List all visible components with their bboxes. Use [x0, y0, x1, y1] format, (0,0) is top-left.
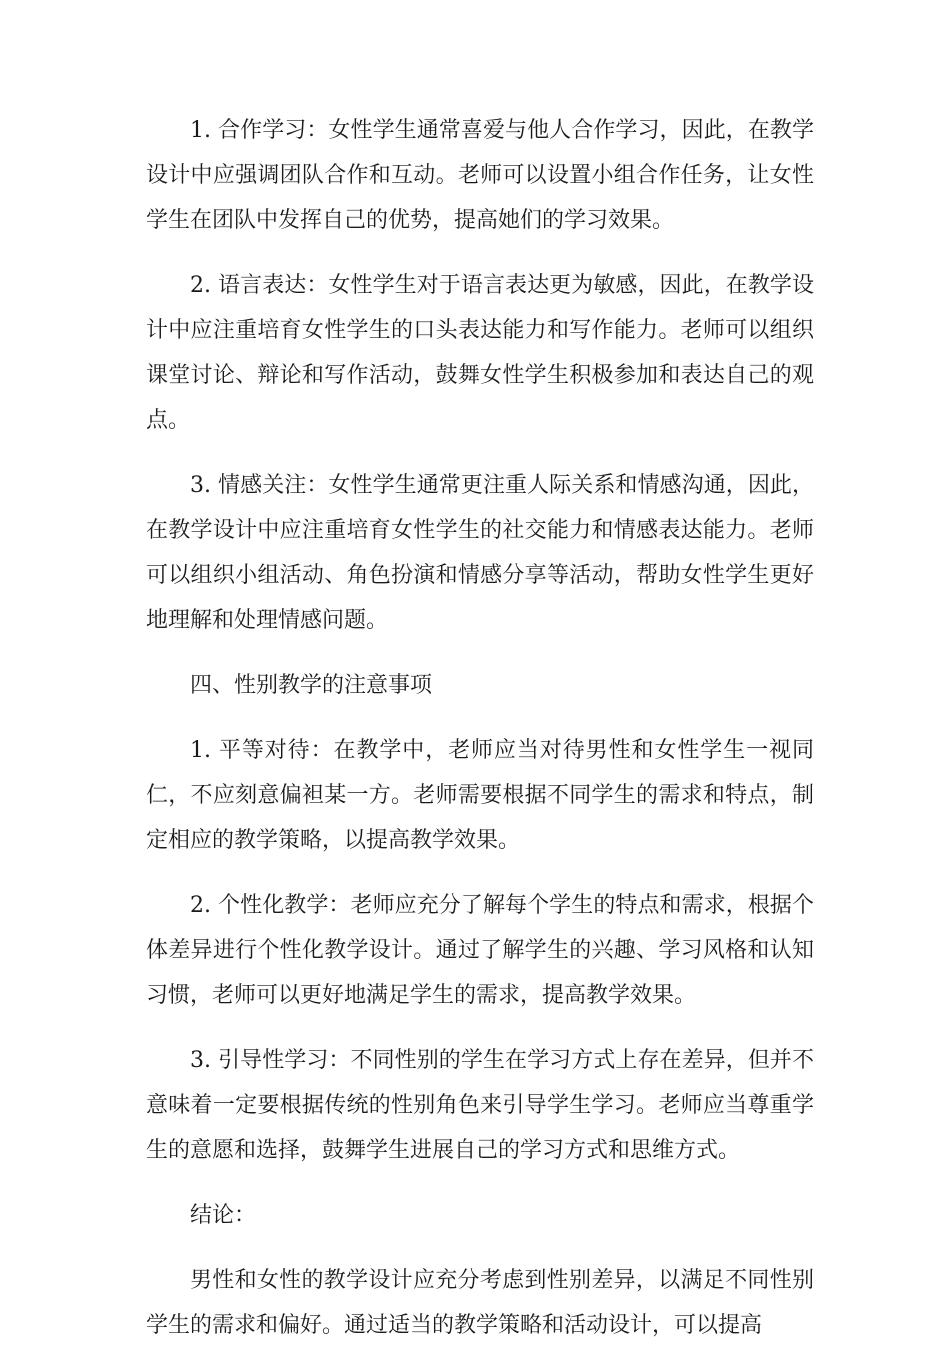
paragraph-equal-treatment: 1. 平等对待：在教学中，老师应当对待男性和女性学生一视同仁，不应刻意偏袒某一方。老师需要根据不同学生的需求和特点，制定相应的教学策略，以提高教学效果。 — [146, 738, 814, 853]
paragraph-cooperative-learning: 1. 合作学习：女性学生通常喜爱与他人合作学习，因此，在教学设计中应强调团队合作和互动。老师可以设置小组合作任务，让女性学生在团队中发挥自己的优势，提高她们的学习效果。 — [146, 118, 814, 233]
paragraph-emotional-attention: 3. 情感关注：女性学生通常更注重人际关系和情感沟通，因此，在教学设计中应注重培育女性学生的社交能力和情感表达能力。老师可以组织小组活动、角色扮演和情感分享等活动，帮助女性学生更好地理解和处理情感问题。 — [146, 473, 814, 633]
paragraph-language-expression: 2. 语言表达：女性学生对于语言表达更为敏感，因此，在教学设计中应注重培育女性学生的口头表达能力和写作能力。老师可以组织课堂讨论、辩论和写作活动，鼓舞女性学生积极参加和表达自己的观点。 — [146, 273, 814, 433]
paragraph-personalized-teaching: 2. 个性化教学：老师应充分了解每个学生的特点和需求，根据个体差异进行个性化教学设计。通过了解学生的兴趣、学习风格和认知习惯，老师可以更好地满足学生的需求，提高教学效果。 — [146, 893, 814, 1008]
conclusion-heading: 结论： — [190, 1203, 257, 1228]
paragraph-guided-learning: 3. 引导性学习：不同性别的学生在学习方式上存在差异，但并不意味着一定要根据传统的性别角色来引导学生学习。老师应当尊重学生的意愿和选择，鼓舞学生进展自己的学习方式和思维方式。 — [146, 1048, 814, 1163]
paragraph-conclusion: 男性和女性的教学设计应充分考虑到性别差异，以满足不同性别学生的需求和偏好。通过适当的教学策略和活动设计，可以提高 — [146, 1268, 814, 1338]
document-body — [146, 108, 814, 1368]
section-heading: 四、性别教学的注意事项 — [190, 673, 433, 698]
